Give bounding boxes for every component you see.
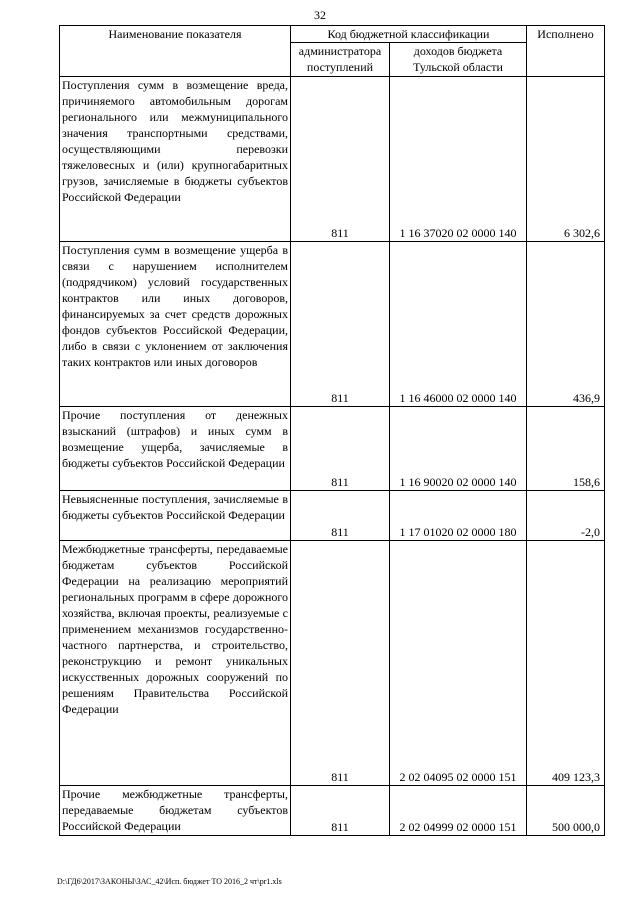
- page-number: 32: [314, 8, 326, 22]
- row-income-code: 2 02 04095 02 0000 151: [390, 541, 527, 786]
- row-name: Прочие межбюджетные трансферты, передаваемые бюджетам субъектов Российской Федерации: [60, 786, 291, 836]
- row-income-code: 1 16 90020 02 0000 140: [390, 407, 527, 491]
- header-income-code: доходов бюджета Тульской области: [390, 43, 527, 77]
- row-executed: 158,6: [527, 407, 605, 491]
- table-row: [60, 541, 605, 786]
- row-name: Прочие поступления от денежных взысканий (штрафов) и иных сумм в возмещение ущерба, зачисляемые в бюджеты субъектов Российской Федерации: [60, 407, 291, 491]
- row-executed: 409 123,3: [527, 541, 605, 786]
- header-executed: Исполнено: [527, 26, 605, 77]
- row-income-code: 2 02 04999 02 0000 151: [390, 786, 527, 836]
- table-row: [60, 242, 605, 407]
- header-administrator: администратора поступлений: [291, 43, 390, 77]
- row-admin-code: 811: [291, 491, 390, 541]
- table-row: [60, 77, 605, 242]
- row-name: Невыясненные поступления, зачисляемые в бюджеты субъектов Российской Федерации: [60, 491, 291, 541]
- row-executed: 6 302,6: [527, 77, 605, 242]
- row-admin-code: 811: [291, 77, 390, 242]
- row-admin-code: 811: [291, 407, 390, 491]
- row-name: Поступления сумм в возмещение ущерба в связи с нарушением исполнителем (подрядчиком) условий государственных контрактов или иных договоров, финансируемых за счет средств дорожных фондов субъектов Российской Федерации, либо в связи с уклонением от заключения таких контрактов или иных договоров: [60, 242, 291, 407]
- row-name: Межбюджетные трансферты, передаваемые бюджетам субъектов Российской Федерации на реализацию мероприятий региональных программ в сфере дорожного хозяйства, включая проекты, реализуемые с применением механизмов государственно-частного партнерства, и строительство, реконструкцию и ремонт уникальных искусственных дорожных сооружений по решениям Правительства Российской Федерации: [60, 541, 291, 786]
- row-income-code: 1 16 46000 02 0000 140: [390, 242, 527, 407]
- row-income-code: 1 17 01020 02 0000 180: [390, 491, 527, 541]
- table-row: [60, 491, 605, 541]
- header-classification-code: Код бюджетной классификации: [291, 26, 527, 43]
- row-name: Поступления сумм в возмещение вреда, причиняемого автомобильным дорогам регионального или межмуниципального значения транспортными средствами, осуществляющими перевозки тяжеловесных и (или) крупногабаритных грузов, зачисляемые в бюджеты субъектов Российской Федерации: [60, 77, 291, 242]
- file-path-footer: D:\ГД6\2017\ЗАКОНЫ\ЗАС_42\Исп. бюджет ТО 2016_2 чт\pr1.xls: [57, 877, 282, 886]
- row-admin-code: 811: [291, 541, 390, 786]
- row-executed: 500 000,0: [527, 786, 605, 836]
- row-executed: -2,0: [527, 491, 605, 541]
- row-admin-code: 811: [291, 786, 390, 836]
- row-executed: 436,9: [527, 242, 605, 407]
- row-admin-code: 811: [291, 242, 390, 407]
- header-indicator-name: Наименование показателя: [60, 26, 291, 77]
- table-row: [60, 786, 605, 836]
- row-income-code: 1 16 37020 02 0000 140: [390, 77, 527, 242]
- table-row: [60, 407, 605, 491]
- budget-table: [59, 25, 605, 836]
